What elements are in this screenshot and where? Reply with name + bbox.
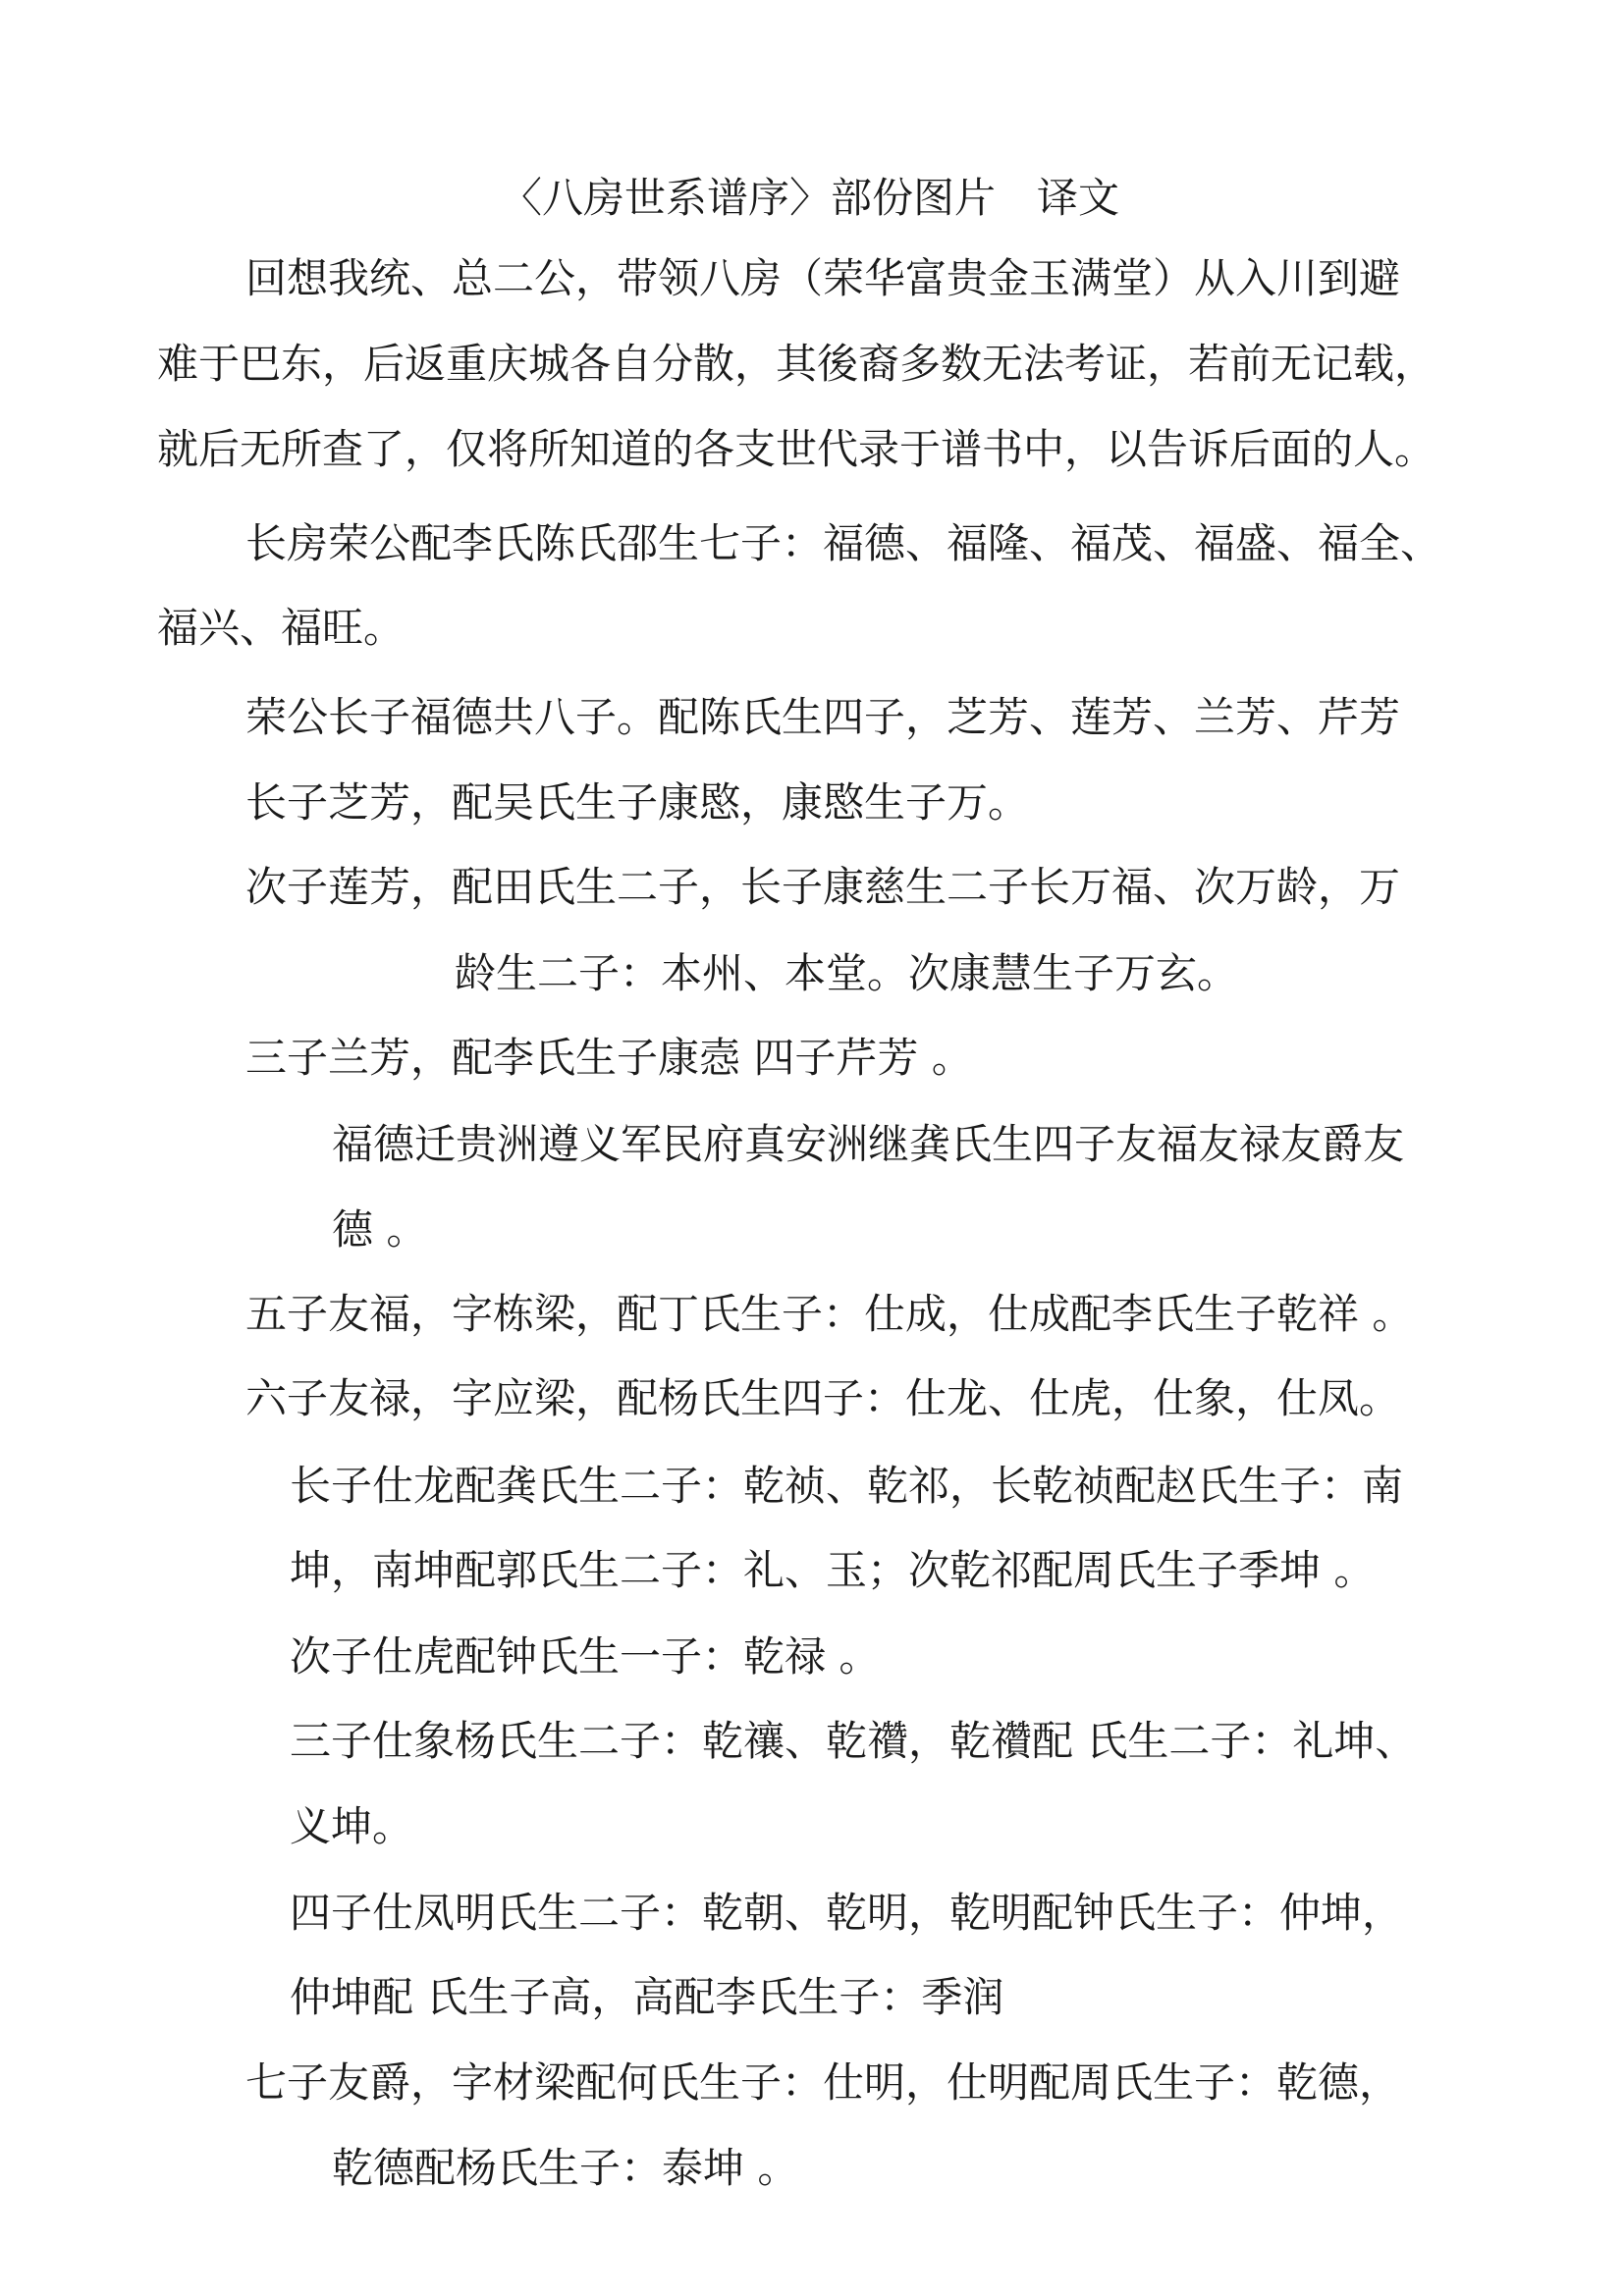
text-line: 四子仕凤明氏生二子：乾朝、乾明，乾明配钟氏生子：仲坤， — [290, 1889, 1404, 1937]
text-line: 难于巴东，后返重庆城各自分散，其後裔多数无法考证，若前无记载， — [157, 340, 1436, 388]
text-line: 次子仕虎配钟氏生一子：乾禄 。 — [290, 1632, 881, 1681]
text-line: 七子友爵，字材梁配何氏生子：仕明，仕明配周氏生子：乾德， — [245, 2058, 1401, 2107]
text-line: 福兴、福旺。 — [157, 604, 406, 652]
text-line: 长子仕龙配龚氏生二子：乾祯、乾祁，长乾祯配赵氏生子：南 — [290, 1462, 1404, 1510]
text-line: 福德迁贵洲遵义军民府真安洲继龚氏生四子友福友禄友爵友 — [332, 1120, 1405, 1168]
text-line: 长房荣公配李氏陈氏邵生七子：福德、福隆、福茂、福盛、福全、 — [245, 519, 1442, 567]
text-line: 德 。 — [332, 1205, 428, 1254]
text-line: 乾德配杨氏生子：泰坤 。 — [332, 2144, 799, 2192]
text-line: 义坤。 — [290, 1802, 414, 1850]
text-line: 五子友福，字栋梁，配丁氏生子：仕成，仕成配李氏生子乾祥 。 — [245, 1290, 1414, 1338]
text-line: 仲坤配 氏生子高，高配李氏生子：季润 — [290, 1973, 1004, 2021]
document-title: 〈八房世系谱序〉部份图片 译文 — [501, 174, 1120, 222]
text-line: 荣公长子福德共八子。配陈氏生四子，芝芳、莲芳、兰芳、芹芳 — [245, 693, 1401, 741]
text-line: 龄生二子：本州、本堂。次康慧生子万玄。 — [455, 949, 1239, 997]
text-line: 回想我统、总二公，带领八房（荣华富贵金玉满堂）从入川到避 — [245, 254, 1401, 302]
text-line: 次子莲芳，配田氏生二子，长子康慈生二子长万福、次万龄，万 — [245, 863, 1401, 911]
text-line: 三子仕象杨氏生二子：乾禳、乾禶，乾禶配 氏生二子：礼坤、 — [290, 1717, 1417, 1765]
text-line: 长子芝芳，配吴氏生子康愍，康愍生子万。 — [245, 778, 1030, 827]
text-line: 坤，南坤配郭氏生二子：礼、玉；次乾祁配周氏生子季坤 。 — [290, 1546, 1376, 1594]
text-line: 就后无所查了，仅将所知道的各支世代录于谱书中，以告诉后面的人。 — [157, 425, 1436, 473]
text-line: 三子兰芳，配李氏生子康悫 四子芹芳 。 — [245, 1034, 973, 1082]
text-line: 六子友禄，字应梁，配杨氏生四子：仕龙、仕虎，仕象，仕凤。 — [245, 1374, 1401, 1422]
